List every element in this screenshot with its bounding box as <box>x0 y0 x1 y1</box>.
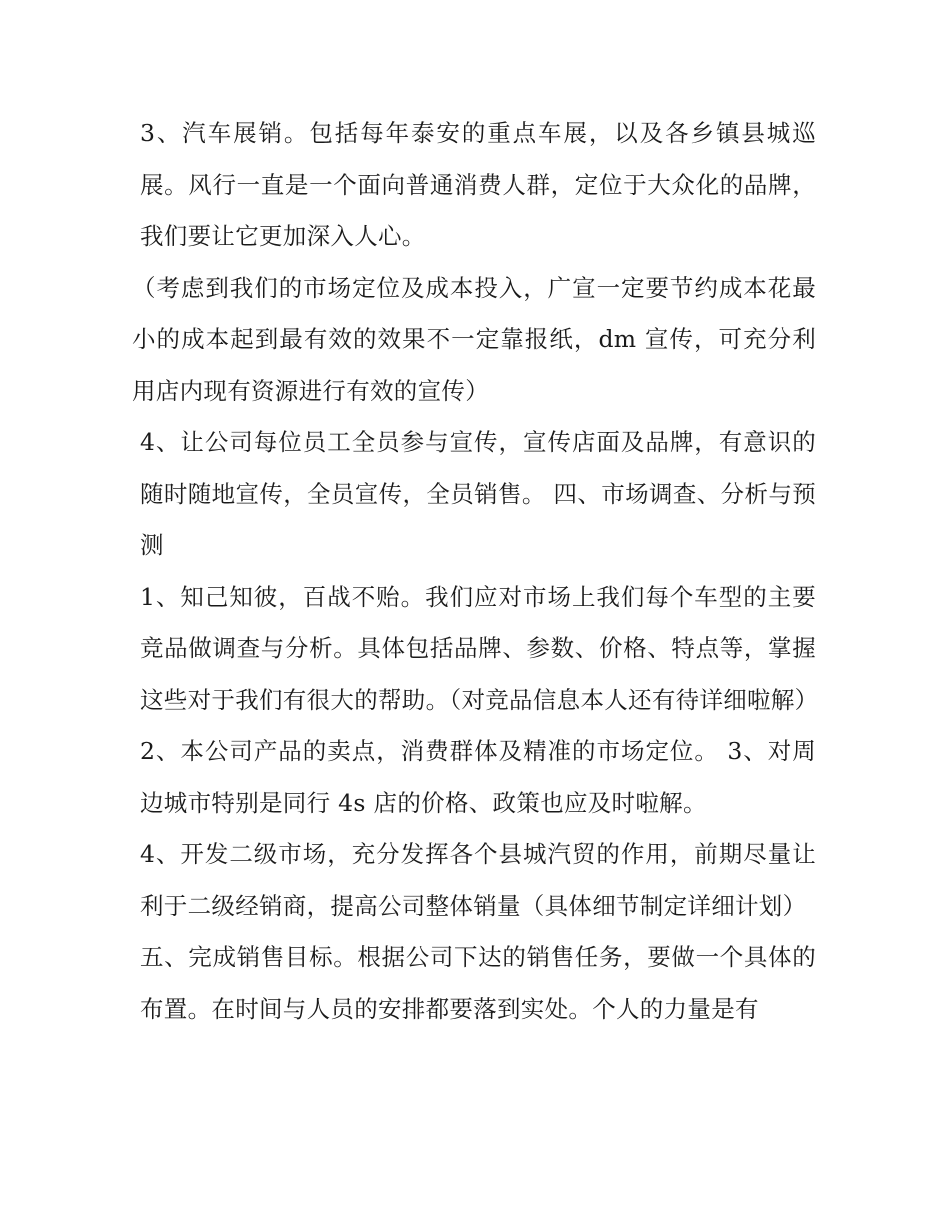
paragraph-competitor-research: 1、知己知彼，百战不贻。我们应对市场上我们每个车型的主要竞品做调查与分析。具体包括品牌、参数、价格、特点等，掌握这些对于我们有很大的帮助。（对竞品信息本人还有待详细啦解） <box>140 582 819 714</box>
paragraph-auto-show: 3、汽车展销。包括每年泰安的重点车展，以及各乡镇县城巡展。风行一直是一个面向普通消费人群，定位于大众化的品牌，我们要让它更加深入人心。 <box>140 119 816 250</box>
paragraph-staff-promotion: 4、让公司每位员工全员参与宣传，宣传店面及品牌，有意识的随时随地宣传，全员宣传，全员销售。 四、市场调查、分析与预测 <box>140 428 816 559</box>
paragraph-sales-target: 五、完成销售目标。根据公司下达的销售任务，要做一个具体的布置。在时间与人员的安排都要落到实处。个人的力量是有 <box>140 943 816 1023</box>
paragraph-selling-points: 2、本公司产品的卖点，消费群体及精准的市场定位。 3、对周边城市特别是同行 4s 店的价格、政策也应及时啦解。 <box>140 737 816 817</box>
paragraph-cost-note: （考虑到我们的市场定位及成本投入，广宣一定要节约成本花最小的成本起到最有效的效果不一定靠报纸，dm 宣传，可充分利用店内现有资源进行有效的宣传） <box>132 273 816 405</box>
document-body <box>132 108 819 1035</box>
paragraph-secondary-market: 4、开发二级市场，充分发挥各个县城汽贸的作用，前期尽量让利于二级经销商，提高公司整体销量（具体细节制定详细计划） <box>140 840 816 920</box>
